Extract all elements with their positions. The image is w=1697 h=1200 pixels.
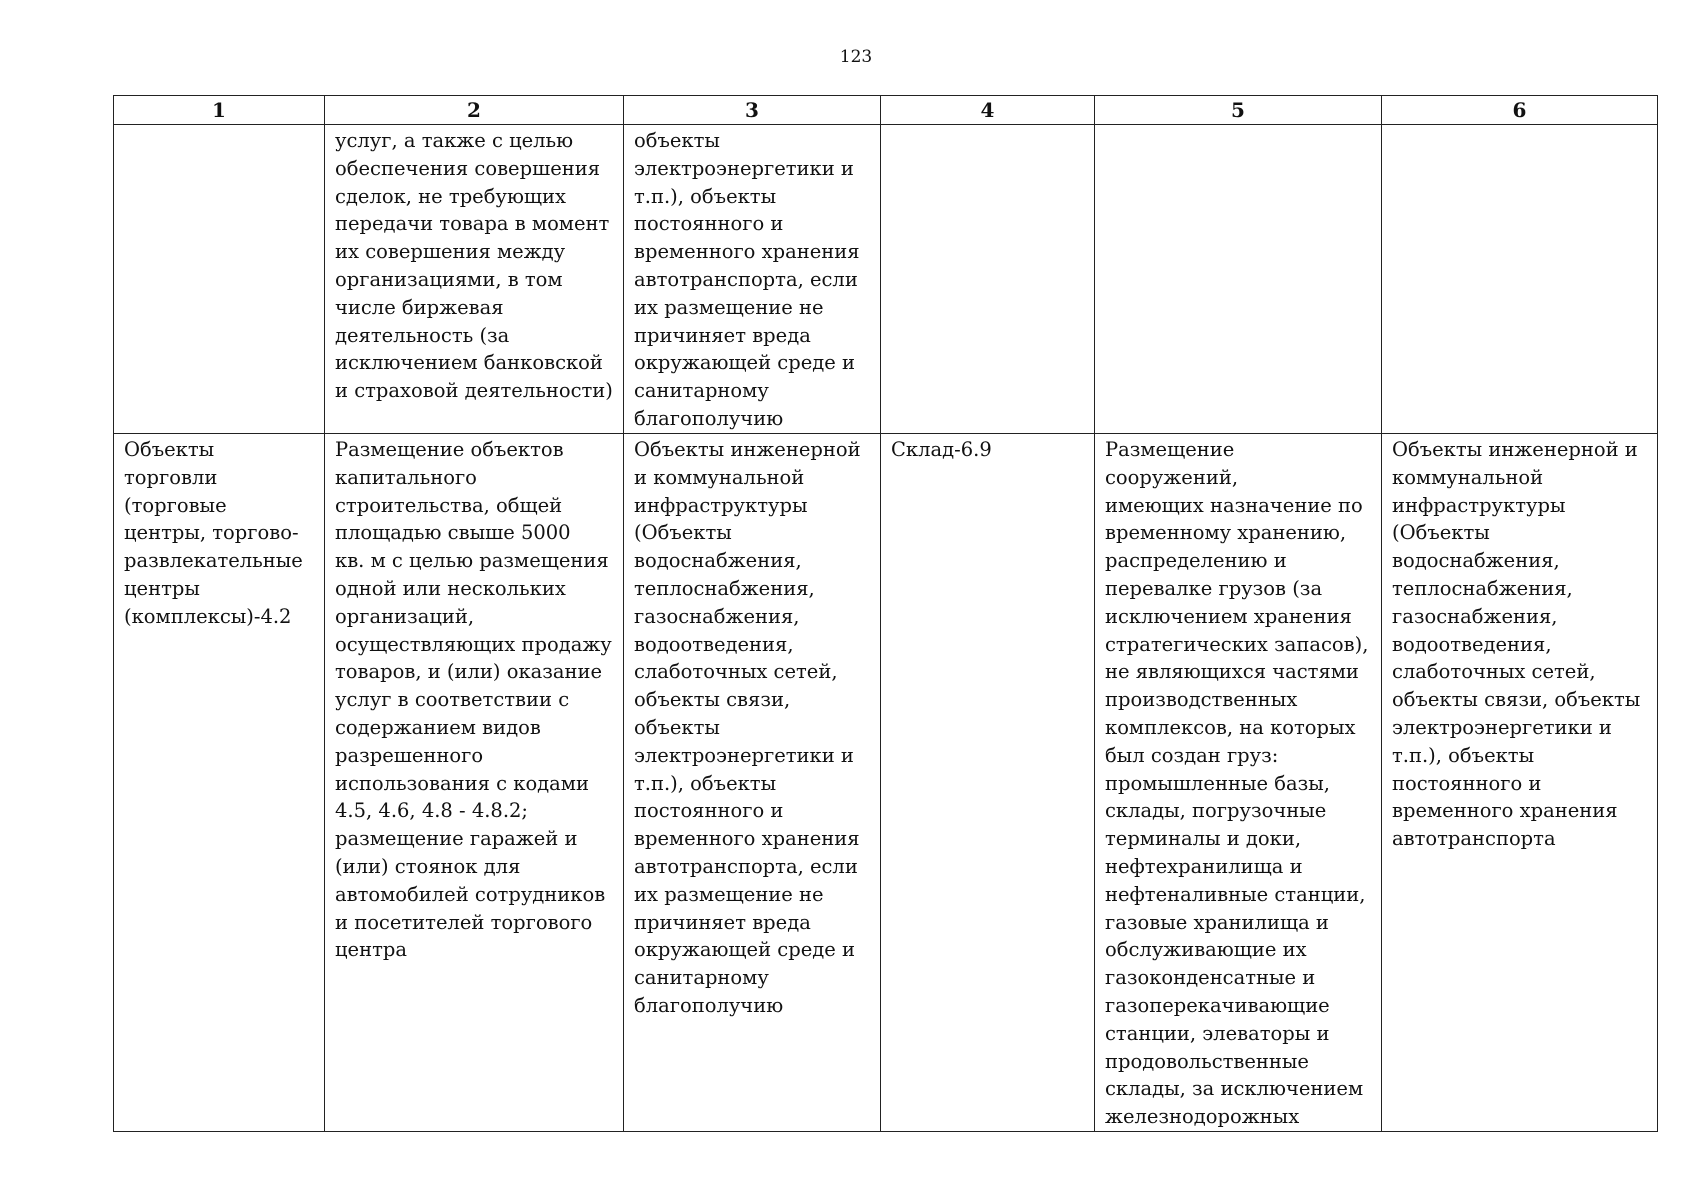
table-cell	[624, 125, 881, 434]
column-header-6: 6	[1382, 96, 1658, 125]
table-row	[114, 125, 1658, 434]
table-cell	[881, 125, 1095, 434]
cell-text: объекты электроэнергетики и т.п.), объекты постоянного и временного хранения автотранспорта, если их размещение не причиняет вреда окружающей среде и санитарному благополучию	[634, 129, 860, 430]
cell-text: Размещение объектов капитального строительства, общей площадью свыше 5000 кв. м с целью размещения одной или нескольких организаций, осуществляющих продажу товаров, и (или) оказание услуг в соответствии с содержанием видов разрешенного использования с кодами 4.5, 4.6, 4.8 - 4.8.2; размещение гаражей и (или) стоянок для автомобилей сотрудников и посетителей торгового центра	[335, 438, 612, 962]
table-row	[114, 434, 1658, 1132]
column-header-1: 1	[114, 96, 325, 125]
table-cell	[325, 434, 624, 1132]
regulation-table	[113, 95, 1658, 1132]
table-cell	[1382, 434, 1658, 1132]
column-header-2: 2	[325, 96, 624, 125]
table-cell	[1382, 125, 1658, 434]
cell-text: Склад-6.9	[891, 438, 992, 461]
cell-text: Объекты инженерной и коммунальной инфраструктуры (Объекты водоснабжения, теплоснабжения, газоснабжения, водоотведения, слаботочных сетей, объекты связи, объекты электроэнергетики и т.п.), объекты постоянного и временного хранения автотранспорта	[1392, 438, 1641, 851]
column-header-4: 4	[881, 96, 1095, 125]
table-cell	[325, 125, 624, 434]
page-number: 123	[839, 47, 873, 67]
header-row	[114, 96, 1658, 125]
table-cell	[1095, 125, 1382, 434]
column-header-3: 3	[624, 96, 881, 125]
cell-text: услуг, а также с целью обеспечения совершения сделок, не требующих передачи товара в момент их совершения между организациями, в том числе биржевая деятельность (за исключением банковской и страховой деятельности)	[335, 129, 613, 403]
table-cell	[1095, 434, 1382, 1132]
table-cell	[114, 434, 325, 1132]
cell-text: Объекты торговли (торговые центры, торгово- развлекательные центры (комплексы)-4.2	[124, 438, 303, 628]
table-cell	[881, 434, 1095, 1132]
table-cell	[624, 434, 881, 1132]
cell-text: Размещение сооружений, имеющих назначение по временному хранению, распределению и перевалке грузов (за исключением хранения стратегических запасов), не являющихся частями производственных комплексов, на которых был создан груз: промышленные базы, склады, погрузочные терминалы и доки, нефтехранилища и нефтеналивные станции, газовые хранилища и обслуживающие их газоконденсатные и газоперекачивающие станции, элеваторы и продовольственные склады, за исключением железнодорожных	[1105, 438, 1369, 1129]
column-header-5: 5	[1095, 96, 1382, 125]
cell-text: Объекты инженерной и коммунальной инфраструктуры (Объекты водоснабжения, теплоснабжения, газоснабжения, водоотведения, слаботочных сетей, объекты связи, объекты электроэнергетики и т.п.), объекты постоянного и временного хранения автотранспорта, если их размещение не причиняет вреда окружающей среде и санитарному благополучию	[634, 438, 861, 1017]
table-cell	[114, 125, 325, 434]
